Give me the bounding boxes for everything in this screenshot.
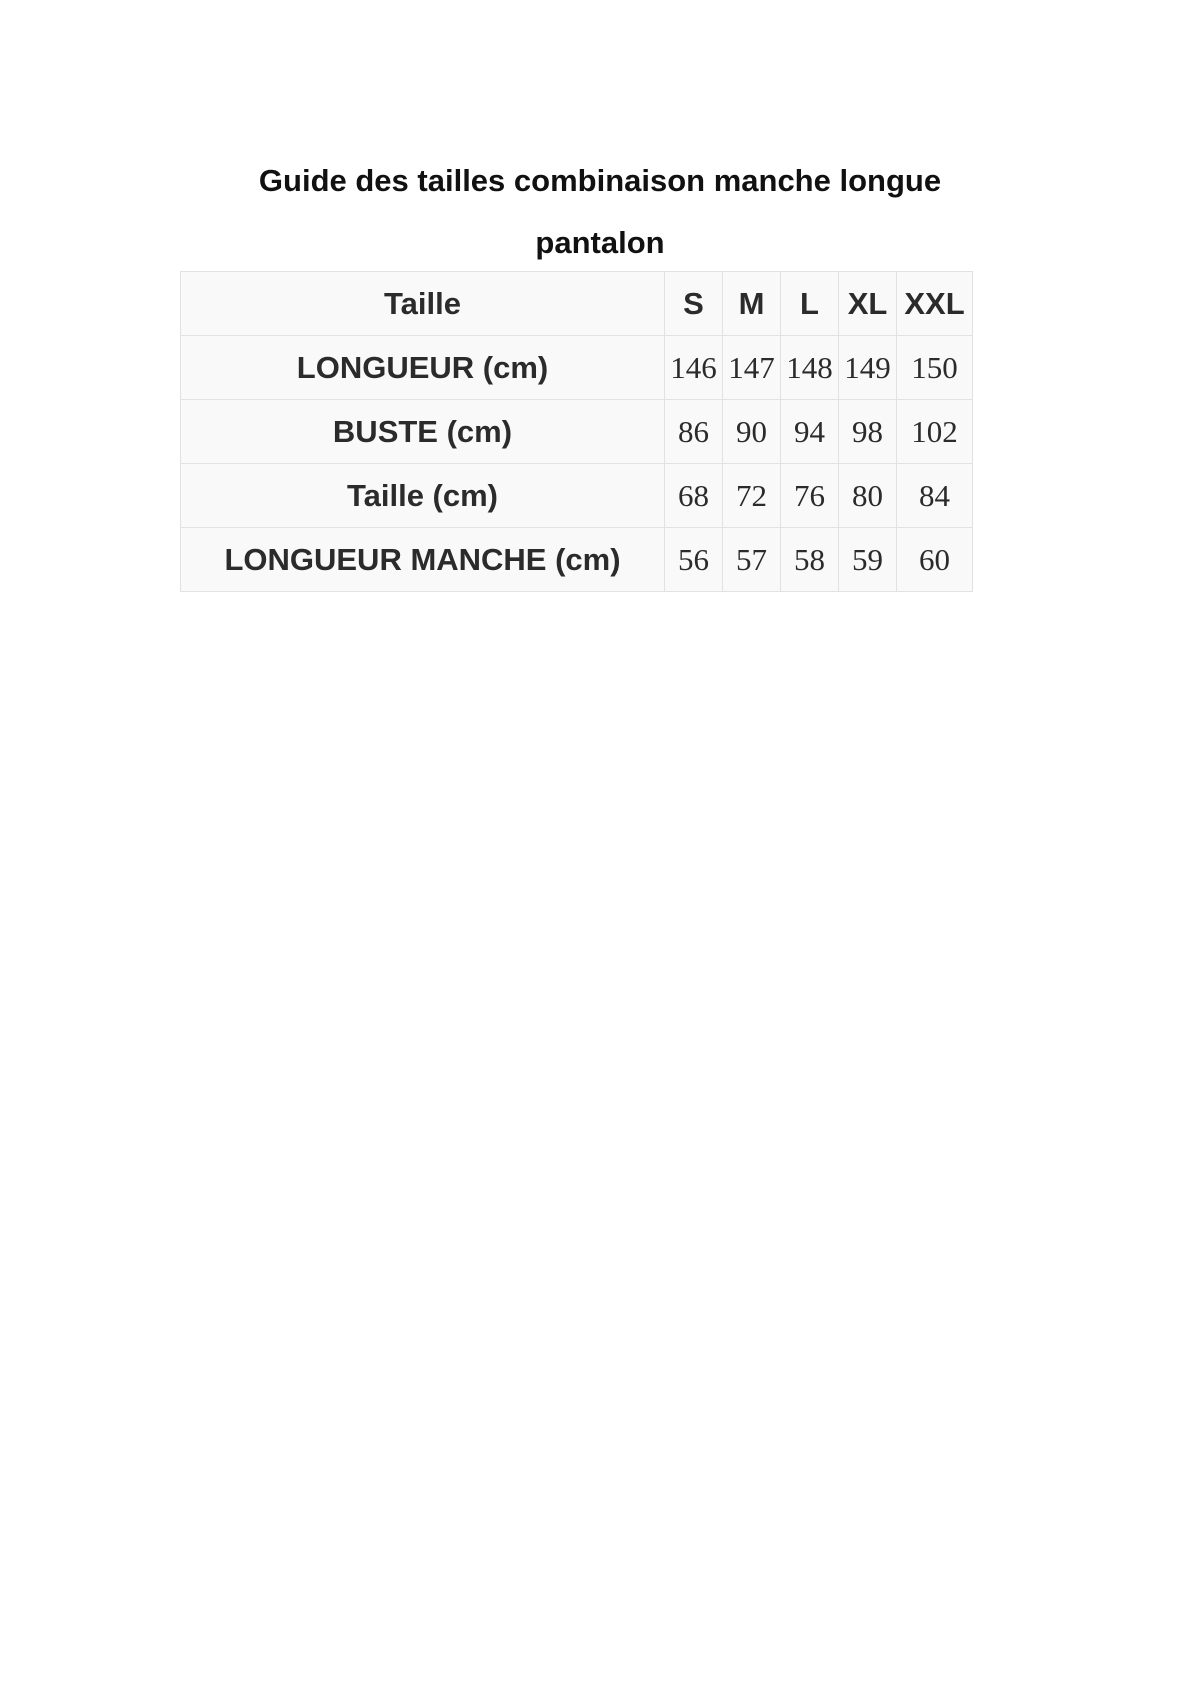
title-line-2: pantalon [535, 225, 665, 260]
table-cell: 148 [781, 336, 839, 400]
table-cell: 150 [897, 336, 973, 400]
table-cell: 149 [839, 336, 897, 400]
table-cell: 80 [839, 464, 897, 528]
table-cell: 90 [723, 400, 781, 464]
size-header-xxl: XXL [897, 272, 973, 336]
size-header-s: S [665, 272, 723, 336]
table-cell: 86 [665, 400, 723, 464]
table-row [181, 400, 973, 464]
size-header-xl: XL [839, 272, 897, 336]
row-label-buste: BUSTE (cm) [181, 400, 665, 464]
table-cell: 57 [723, 528, 781, 592]
page-title [180, 150, 1020, 274]
table-cell: 84 [897, 464, 973, 528]
size-header-l: L [781, 272, 839, 336]
size-header-m: M [723, 272, 781, 336]
header-label-cell: Taille [181, 272, 665, 336]
row-label-longueur: LONGUEUR (cm) [181, 336, 665, 400]
table-cell: 72 [723, 464, 781, 528]
table-cell: 146 [665, 336, 723, 400]
title-line-1: Guide des tailles combinaison manche longue [258, 163, 942, 198]
table-cell: 76 [781, 464, 839, 528]
table-cell: 59 [839, 528, 897, 592]
table-header-row [181, 272, 973, 336]
table-cell: 56 [665, 528, 723, 592]
table-cell: 147 [723, 336, 781, 400]
table-cell: 60 [897, 528, 973, 592]
table-cell: 102 [897, 400, 973, 464]
table-row [181, 336, 973, 400]
row-label-taille: Taille (cm) [181, 464, 665, 528]
table-cell: 98 [839, 400, 897, 464]
size-guide-table [180, 271, 973, 592]
table-cell: 94 [781, 400, 839, 464]
table-cell: 68 [665, 464, 723, 528]
table-row [181, 464, 973, 528]
row-label-longueur-manche: LONGUEUR MANCHE (cm) [181, 528, 665, 592]
table-row [181, 528, 973, 592]
table-cell: 58 [781, 528, 839, 592]
